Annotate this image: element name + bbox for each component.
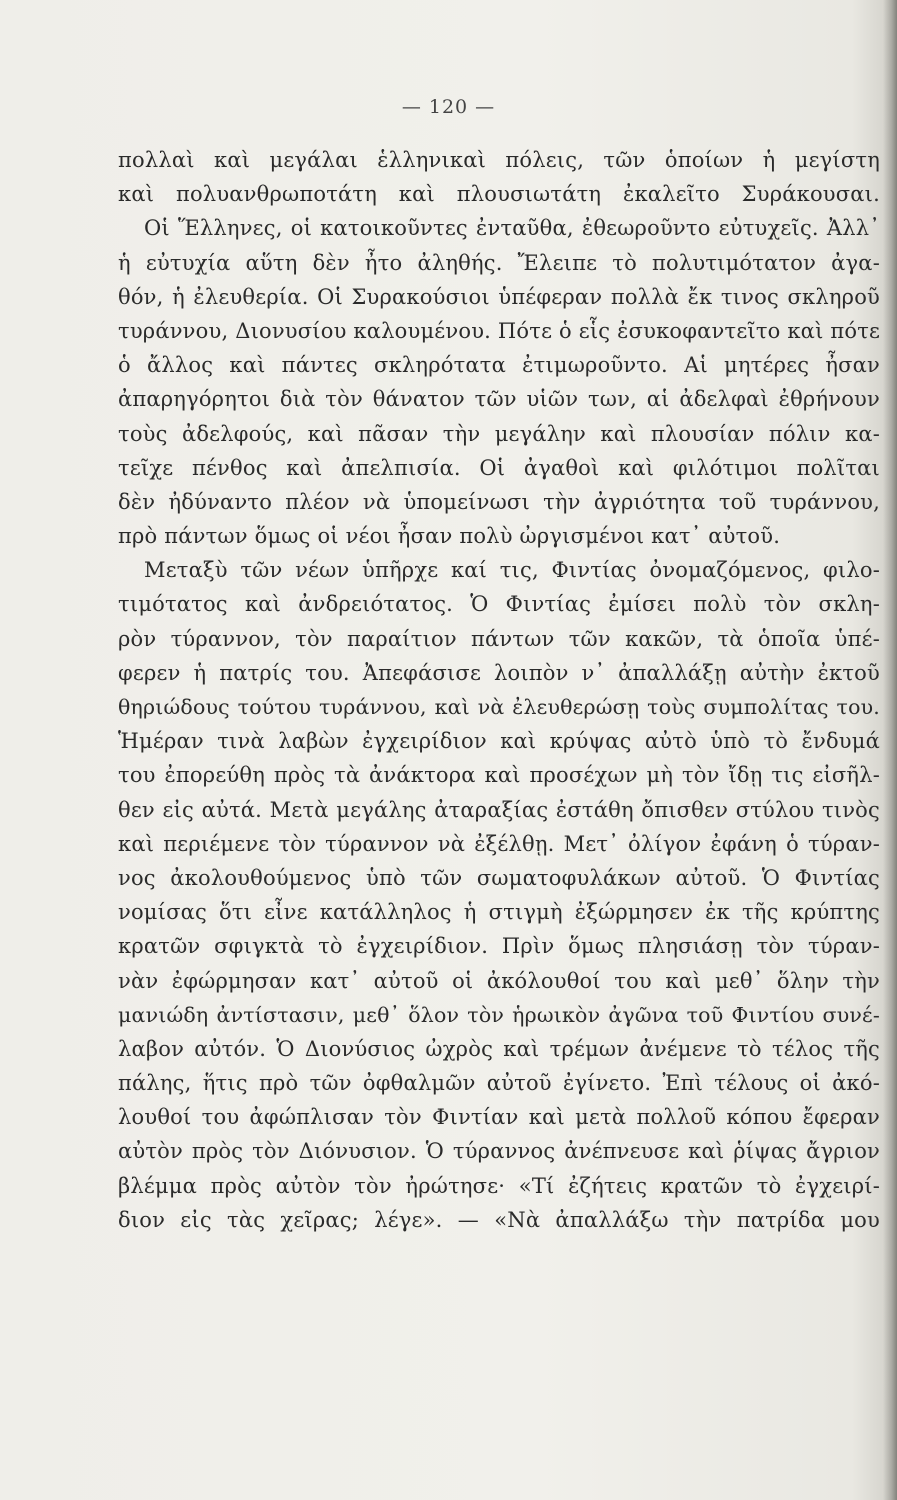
text-line: λουθοί του ἀφώπλισαν τὸν Φιντίαν καὶ μετὰ πολλοῦ κόπου ἔφεραν [118, 1105, 880, 1130]
body-text [118, 143, 880, 1237]
text-line: θεν εἰς αὐτά. Μετὰ μεγάλης ἀταραξίας ἐστάθη ὄπισθεν στύλου τινὸς [118, 797, 880, 822]
text-line: λαβον αὐτόν. Ὁ Διονύσιος ὠχρὸς καὶ τρέμων ἀνέμενε τὸ τέλος τῆς [118, 1036, 880, 1061]
text-line: τυράννου, Διονυσίου καλουμένου. Πότε ὁ εἷς ἐσυκοφαντεῖτο καὶ πότε [118, 318, 880, 343]
text-line: βλέμμα πρὸς αὐτὸν τὸν ἠρώτησε· «Τί ἐζήτεις κρατῶν τὸ ἐγχειρί- [118, 1173, 880, 1198]
text-line: μανιώδη ἀντίστασιν, μεθ᾽ ὅλον τὸν ἡρωικὸν ἀγῶνα τοῦ Φιντίου συνέ- [118, 1002, 880, 1027]
text-line: καὶ περιέμενε τὸν τύραννον νὰ ἐξέλθῃ. Μετ᾽ ὀλίγον ἐφάνη ὁ τύραν- [118, 831, 880, 856]
text-line: νὰν ἐφώρμησαν κατ᾽ αὐτοῦ οἱ ἀκόλουθοί του καὶ μεθ᾽ ὅλην τὴν [118, 968, 880, 993]
text-line: αὐτὸν πρὸς τὸν Διόνυσιον. Ὁ τύραννος ἀνέπνευσε καὶ ῥίψας ἄγριον [118, 1139, 880, 1164]
text-line: τοὺς ἀδελφούς, καὶ πᾶσαν τὴν μεγάλην καὶ πλουσίαν πόλιν κα- [118, 421, 880, 446]
text-line: καὶ πολυανθρωποτάτη καὶ πλουσιωτάτη ἐκαλεῖτο Συράκουσαι. [118, 182, 880, 207]
text-line: πρὸ πάντων ὅμως οἱ νέοι ἦσαν πολὺ ὠργισμένοι κατ᾽ αὐτοῦ. [118, 524, 781, 549]
text-line: Οἱ Ἕλληνες, οἱ κατοικοῦντες ἐνταῦθα, ἐθεωροῦντο εὐτυχεῖς. Ἀλλ᾽ [144, 216, 880, 241]
text-line: νομίσας ὅτι εἶνε κατάλληλος ἡ στιγμὴ ἐξώρμησεν ἐκ τῆς κρύπτης [118, 900, 880, 925]
page-number: — 120 — [401, 96, 496, 118]
text-line: ἀπαρηγόρητοι διὰ τὸν θάνατον τῶν υἱῶν των, αἱ ἀδελφαὶ ἐθρήνουν [118, 387, 880, 412]
text-line: τεῖχε πένθος καὶ ἀπελπισία. Οἱ ἀγαθοὶ καὶ φιλότιμοι πολῖται [118, 455, 880, 480]
text-line: διον εἰς τὰς χεῖρας; λέγε». — «Νὰ ἀπαλλάξω τὴν πατρίδα μου [118, 1207, 880, 1232]
text-line: δὲν ἠδύναντο πλέον νὰ ὑπομείνωσι τὴν ἀγριότητα τοῦ τυράννου, [118, 489, 880, 514]
text-line: Ἡμέραν τινὰ λαβὼν ἐγχειρίδιον καὶ κρύψας αὐτὸ ὑπὸ τὸ ἔνδυμά [118, 729, 880, 754]
text-line: ὁ ἄλλος καὶ πάντες σκληρότατα ἐτιμωροῦντο. Αἱ μητέρες ἦσαν [118, 353, 880, 378]
text-line: πολλαὶ καὶ μεγάλαι ἑλληνικαὶ πόλεις, τῶν ὁποίων ἡ μεγίστη [118, 148, 880, 172]
text-line: θηριώδους τούτου τυράννου, καὶ νὰ ἐλευθερώσῃ τοὺς συμπολίτας του. [118, 695, 880, 719]
text-line: νος ἀκολουθούμενος ὑπὸ τῶν σωματοφυλάκων αὐτοῦ. Ὁ Φιντίας [118, 865, 880, 890]
text-line: κρατῶν σφιγκτὰ τὸ ἐγχειρίδιον. Πρὶν ὅμως πλησιάσῃ τὸν τύραν- [118, 934, 880, 959]
text-line: φερεν ἡ πατρίς του. Ἀπεφάσισε λοιπὸν ν᾽ ἀπαλλάξῃ αὐτὴν ἐκτοῦ [118, 660, 880, 685]
text-line: ρὸν τύραννον, τὸν παραίτιον πάντων τῶν κακῶν, τὰ ὁποῖα ὑπέ- [118, 626, 880, 651]
text-line: ἡ εὐτυχία αὕτη δὲν ἦτο ἀληθής. Ἔλειπε τὸ πολυτιμότατον ἀγα- [118, 250, 880, 275]
text-line: του ἐπορεύθη πρὸς τὰ ἀνάκτορα καὶ προσέχων μὴ τὸν ἴδῃ τις εἰσῆλ- [118, 763, 880, 788]
text-line: πάλης, ἥτις πρὸ τῶν ὀφθαλμῶν αὐτοῦ ἐγίνετο. Ἐπὶ τέλους οἱ ἀκό- [118, 1071, 880, 1096]
page-edge-shadow [883, 0, 897, 1500]
text-line: θόν, ἡ ἐλευθερία. Οἱ Συρακούσιοι ὑπέφεραν πολλὰ ἔκ τινος σκληροῦ [118, 284, 880, 309]
text-line: Μεταξὺ τῶν νέων ὑπῆρχε καί τις, Φιντίας ὀνομαζόμενος, φιλο- [144, 558, 880, 583]
text-line: τιμότατος καὶ ἀνδρειότατος. Ὁ Φιντίας ἐμίσει πολὺ τὸν σκλη- [118, 592, 880, 617]
